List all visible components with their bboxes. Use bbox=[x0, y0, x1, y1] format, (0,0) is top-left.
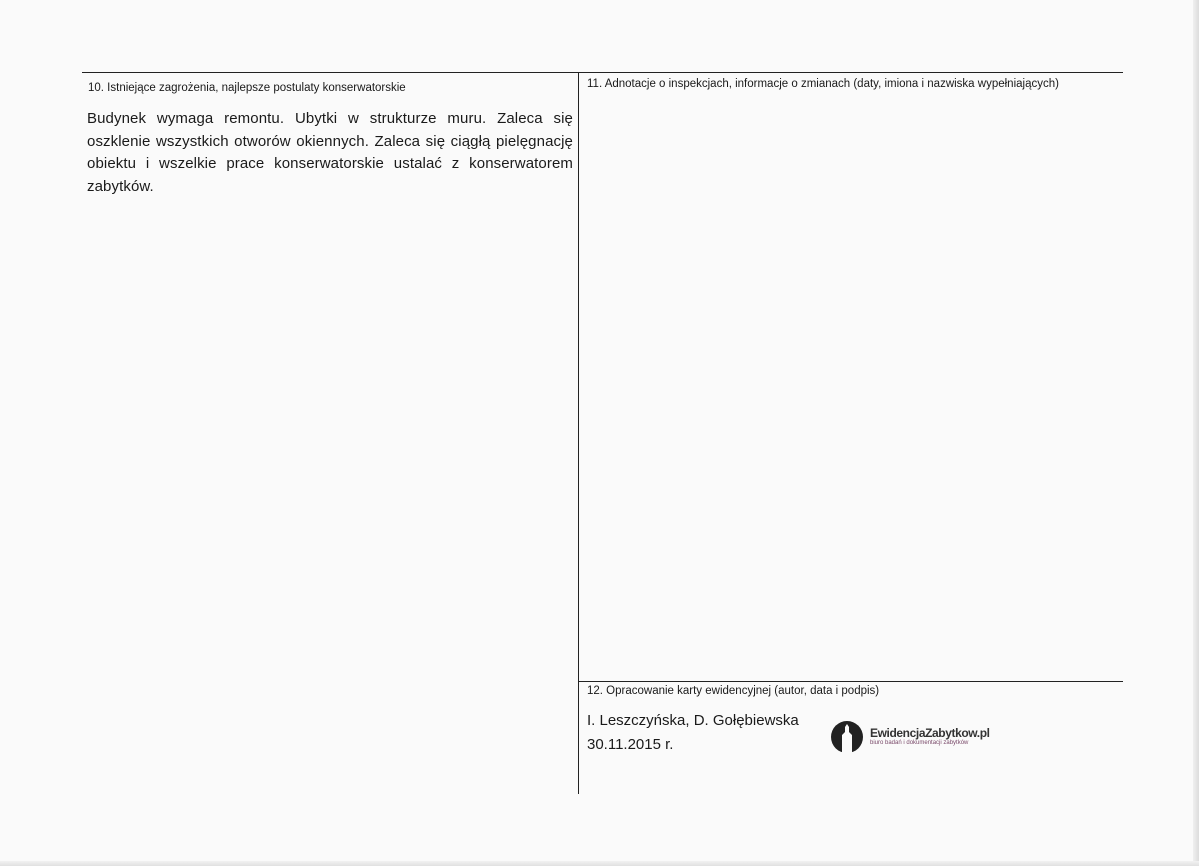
section11-title: 11. Adnotacje o inspekcjach, informacje o zmianach (daty, imiona i nazwiska wypełniających) bbox=[587, 78, 1059, 90]
section12-author-block bbox=[587, 709, 799, 757]
section10-title: 10. Istniejące zagrożenia, najlepsze postulaty konserwatorskie bbox=[88, 82, 406, 94]
date: 30.11.2015 r. bbox=[587, 736, 674, 753]
logo-tagline: biuro badań i dokumentacji zabytków bbox=[870, 740, 969, 746]
section12-title: 12. Opracowanie karty ewidencyjnej (autor, data i podpis) bbox=[587, 685, 880, 697]
logo bbox=[830, 718, 990, 754]
scan-edge-bottom bbox=[0, 861, 1199, 866]
section12-rule bbox=[578, 681, 1123, 682]
logo-name: EwidencjaZabytkow.pl bbox=[870, 726, 990, 740]
top-rule bbox=[82, 72, 1123, 73]
column-divider bbox=[578, 72, 579, 794]
tower-logo-icon bbox=[830, 718, 864, 754]
section10-body: Budynek wymaga remontu. Ubytki w strukturze muru. Zaleca się oszklenie wszystkich otworów okiennych. Zaleca się ciągłą pielęgnację obiektu i wszelkie prace konserwatorskie ustalać z konserwatorem zabytków. bbox=[87, 110, 573, 195]
scan-edge-right bbox=[1193, 0, 1199, 866]
authors: I. Leszczyńska, D. Gołębiewska bbox=[587, 712, 799, 729]
